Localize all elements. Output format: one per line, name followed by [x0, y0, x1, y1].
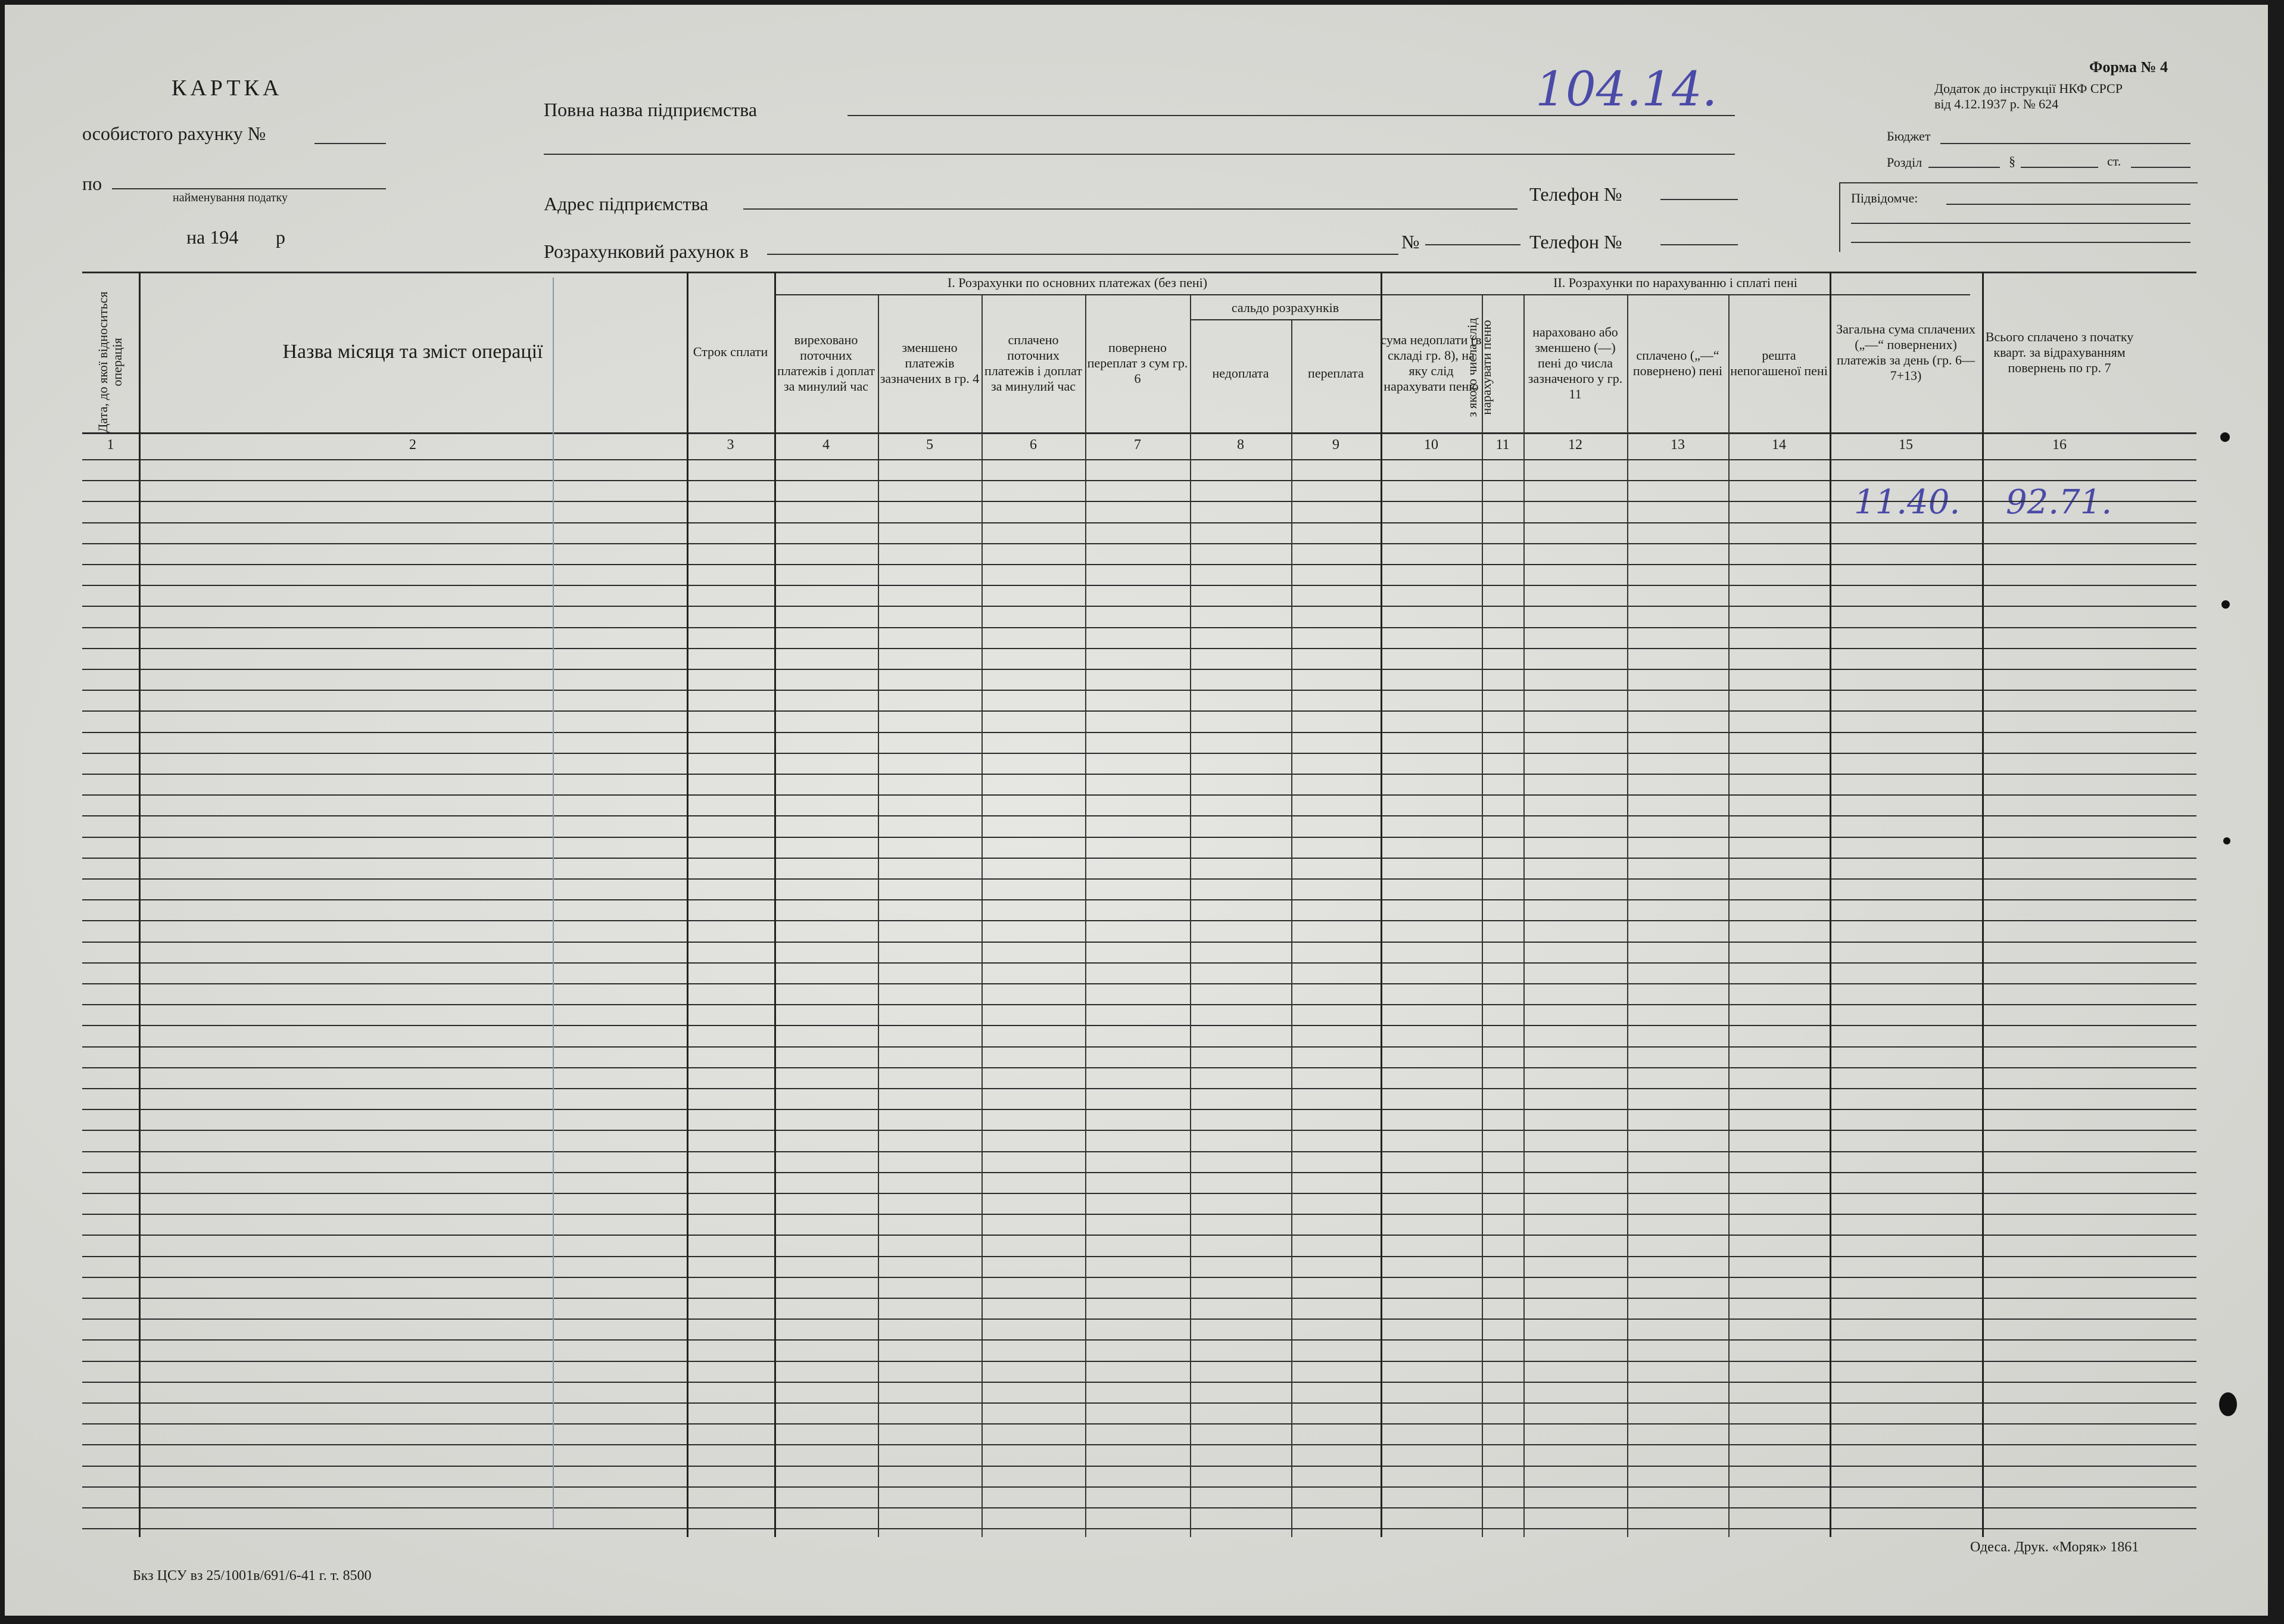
col-num-3: 3	[727, 437, 734, 453]
table-row-line	[82, 878, 2196, 880]
col-divider	[1830, 272, 1831, 1537]
paragraph-sign: §	[2009, 154, 2015, 169]
table-row-line	[82, 1466, 2196, 1467]
col-num-2: 2	[409, 437, 416, 453]
group1-title: І. Розрахунки по основних платежах (без пені)	[947, 275, 1208, 290]
col-9-header: переплата	[1308, 366, 1364, 381]
group2-title: ІІ. Розрахунки по нарахуванню і сплаті пені	[1553, 275, 1797, 290]
col-num-15: 15	[1899, 437, 1913, 453]
table-row-line	[82, 459, 2196, 460]
table-row-line	[82, 1025, 2196, 1026]
col-1-header: Дата, до якої відноситься операція	[95, 291, 124, 433]
table-row-line	[82, 815, 2196, 816]
table-row-line	[82, 1507, 2196, 1508]
table-row-line	[82, 1109, 2196, 1110]
table-row-line	[82, 732, 2196, 733]
table-row-line	[82, 627, 2196, 628]
ledger-table	[82, 272, 2196, 1549]
col-divider	[981, 295, 983, 1537]
col-num-14: 14	[1772, 437, 1786, 453]
col-15-header: Загальна сума сплачених („—“ повернених) платежів за день (гр. 6—7+13)	[1836, 322, 1975, 383]
col-divider	[687, 272, 688, 1537]
form-note-1: Додаток до інструкції НКФ СРСР	[1934, 81, 2123, 96]
col-num-7: 7	[1134, 437, 1141, 453]
account-label: особистого рахунку №	[82, 123, 266, 144]
col-divider	[1982, 272, 1984, 1537]
col-divider	[878, 295, 879, 1537]
number-sign: №	[1401, 231, 1420, 253]
col-10-header: сума недоплати (в складі гр. 8), на яку слід нарахувати пеню	[1381, 332, 1482, 394]
col-num-16: 16	[2052, 437, 2067, 453]
handwritten-code: 104.14.	[1535, 61, 1718, 117]
col-num-10: 10	[1424, 437, 1438, 453]
table-row-line	[82, 1277, 2196, 1278]
punch-hole	[2219, 1392, 2237, 1416]
table-row-line	[82, 1318, 2196, 1320]
enterprise-address-label: Адрес підприємства	[544, 193, 709, 214]
saldo-title: сальдо розрахунків	[1231, 300, 1339, 315]
col-2-header: Назва місяця та зміст операції	[282, 341, 543, 363]
table-row-line	[82, 1339, 2196, 1341]
col-divider	[139, 272, 141, 1537]
table-row-line	[82, 962, 2196, 964]
table-row-line	[82, 585, 2196, 586]
year-suffix: р	[276, 226, 285, 248]
col-13-header: сплачено („—“ повернено) пені	[1632, 348, 1723, 378]
table-row-line	[82, 480, 2196, 481]
table-row-line	[82, 1067, 2196, 1068]
col-num-12: 12	[1568, 437, 1582, 453]
table-row-line	[82, 1130, 2196, 1131]
table-row-line	[82, 1486, 2196, 1488]
table-row-line	[82, 1193, 2196, 1194]
table-row-line	[82, 1382, 2196, 1383]
handwritten-col15: 11.40.	[1854, 483, 1961, 522]
table-row-line	[82, 794, 2196, 796]
table-row-line	[82, 942, 2196, 943]
table-row-line	[82, 1423, 2196, 1424]
table-row-line	[82, 1151, 2196, 1152]
col-divider	[1085, 295, 1086, 1537]
subsection-label: Підвідомче:	[1851, 191, 1918, 205]
phone-label-2: Телефон №	[1529, 231, 1622, 253]
table-row-line	[82, 774, 2196, 775]
col-num-6: 6	[1030, 437, 1037, 453]
table-row-line	[82, 1298, 2196, 1299]
col-divider	[774, 272, 776, 1537]
col-3-header: Строк сплати	[693, 344, 768, 359]
table-row-line	[82, 1402, 2196, 1404]
po-label: по	[82, 173, 102, 194]
col-14-header: решта непогашеної пені	[1730, 348, 1828, 378]
section-label: Розділ	[1887, 155, 1922, 170]
col-12-header: нараховано або зменшено (—) пені до числа зазначеного у гр. 11	[1528, 325, 1623, 401]
col-divider	[1190, 295, 1191, 1537]
table-row-line	[82, 669, 2196, 670]
col-num-8: 8	[1237, 437, 1244, 453]
col-16-header: Всього сплачено з початку кварт. за відрахуванням повернень по гр. 7	[1985, 329, 2134, 375]
col-7-header: повернено переплат з сум гр. 6	[1087, 340, 1188, 386]
table-row-line	[82, 1528, 2196, 1529]
footer-left: Бкз ЦСУ вз 25/1001в/691/6-41 г. т. 8500	[133, 1568, 372, 1584]
table-row-line	[82, 983, 2196, 984]
table-row-line	[82, 1235, 2196, 1236]
table-row-line	[82, 710, 2196, 712]
form-note-2: від 4.12.1937 р. № 624	[1934, 96, 2059, 111]
col-4-header: вирeховано поточних платежів і доплат за минулий час	[777, 332, 875, 394]
table-row-line	[82, 1214, 2196, 1215]
table-row-line	[82, 1046, 2196, 1048]
budget-label: Бюджет	[1887, 129, 1931, 144]
table-row-line	[82, 1088, 2196, 1089]
col-11-header: з якого числа слід нарахувати пеню	[1464, 317, 1494, 417]
col-8-header: недоплата	[1212, 366, 1269, 381]
col-divider	[553, 278, 554, 1528]
table-row-line	[82, 648, 2196, 649]
col-divider	[1728, 295, 1730, 1537]
col-num-9: 9	[1332, 437, 1339, 453]
table-row-line	[82, 753, 2196, 754]
year-label: на 194	[186, 226, 239, 248]
table-row-line	[82, 1256, 2196, 1257]
table-row-line	[82, 564, 2196, 565]
table-row-line	[82, 837, 2196, 838]
table-row-line	[82, 522, 2196, 523]
table-row-line	[82, 690, 2196, 691]
phone-label-1: Телефон №	[1529, 183, 1622, 205]
punch-hole	[2220, 432, 2230, 442]
col-divider	[1381, 272, 1382, 1537]
col-divider	[1482, 295, 1483, 1537]
footer-right: Одеса. Друк. «Моряк» 1861	[1970, 1539, 2139, 1555]
tax-name-caption: найменування податку	[173, 191, 288, 204]
table-row-line	[82, 899, 2196, 900]
enterprise-name-label: Повна назва підприємства	[544, 99, 758, 120]
col-6-header: сплачено поточних платежів і доплат за минулий час	[984, 332, 1082, 394]
table-row-line	[82, 920, 2196, 921]
table-row-line	[82, 1172, 2196, 1173]
col-divider	[1523, 295, 1525, 1537]
col-divider	[1627, 295, 1628, 1537]
table-row-line	[82, 1361, 2196, 1362]
table-row-line	[82, 858, 2196, 859]
punch-hole	[2221, 600, 2230, 609]
col-num-13: 13	[1671, 437, 1685, 453]
table-row-line	[82, 501, 2196, 502]
col-5-header: зменшено платежів зазначених в гр. 4	[880, 340, 980, 386]
card-title: КАРТКА	[172, 76, 283, 101]
form-sheet	[5, 5, 2268, 1616]
punch-hole	[2223, 837, 2230, 844]
col-num-11: 11	[1495, 437, 1510, 453]
col-num-5: 5	[926, 437, 933, 453]
col-num-4: 4	[822, 437, 830, 453]
article-label: ст.	[2107, 154, 2121, 169]
table-row-line	[82, 1444, 2196, 1445]
col-num-1: 1	[107, 437, 114, 453]
table-row-line	[82, 543, 2196, 544]
table-row-line	[82, 1004, 2196, 1005]
form-label: Форма № 4	[2089, 58, 2168, 76]
table-row-line	[82, 606, 2196, 607]
handwritten-col16: 92.71.	[2006, 483, 2112, 522]
col-divider	[1291, 320, 1292, 1537]
settlement-account-label: Розрахунковий рахунок в	[544, 241, 749, 262]
